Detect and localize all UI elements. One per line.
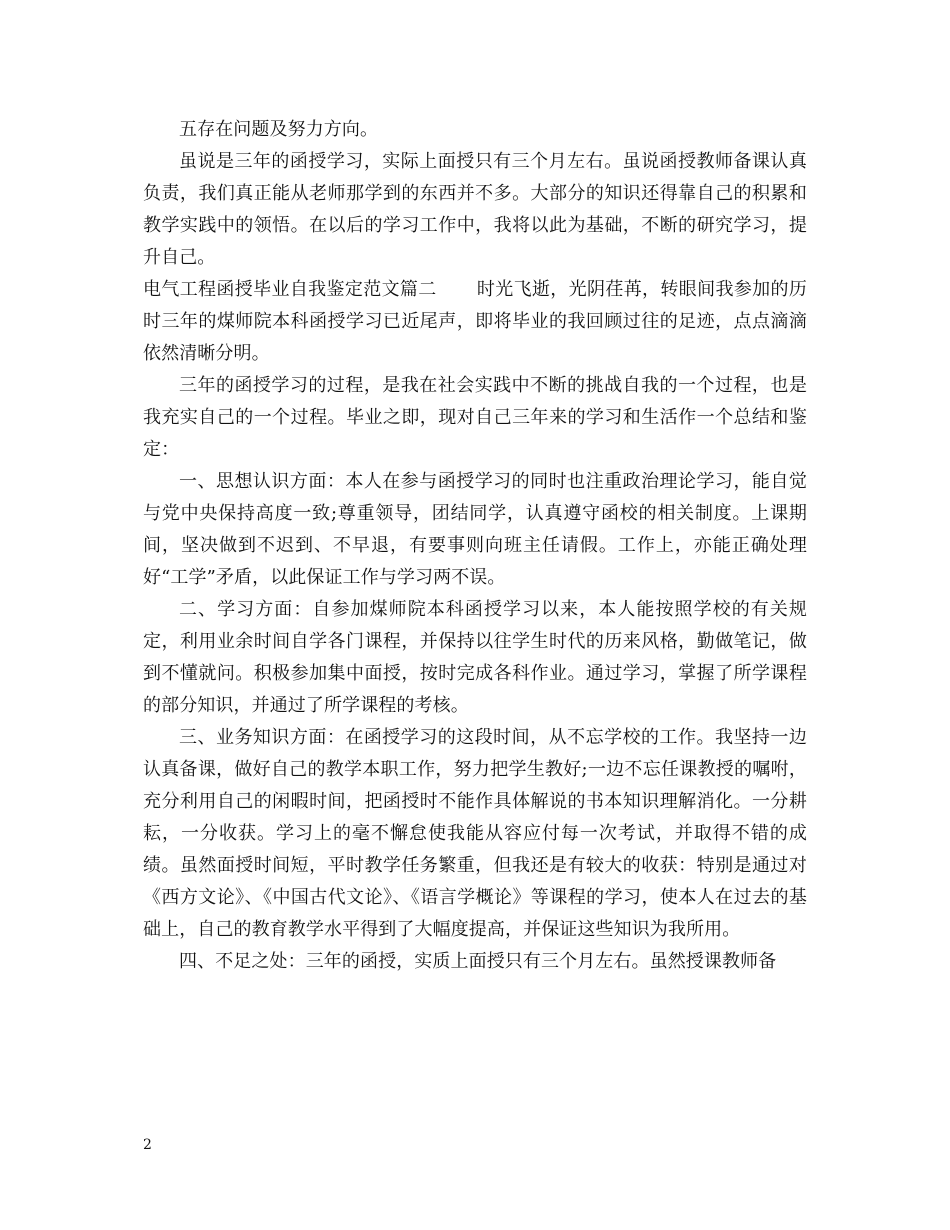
paragraph-article-two-intro xyxy=(143,274,807,370)
paragraph-professional-knowledge: 三、业务知识方面：在函授学习的这段时间，从不忘学校的工作。我坚持一边认真备课，做好自己的教学本职工作，努力把学生教好;一边不忘任课教授的嘱咐，充分利用自己的闲暇时间，把函授时不能作具体解说的书本知识理解消化。一分耕耘，一分收获。学习上的毫不懈怠使我能从容应付每一次考试，并取得不错的成绩。虽然面授时间短，平时教学任务繁重，但我还是有较大的收获：特别是通过对《西方文论》、《中国古代文论》、《语言学概论》等课程的学习，使本人在过去的基础上，自己的教育教学水平得到了大幅度提高，并保证这些知识为我所用。 xyxy=(143,727,807,940)
paragraph-summary-intro: 三年的函授学习的过程，是我在社会实践中不断的挑战自我的一个过程，也是我充实自己的一个过程。毕业之即，现对自己三年来的学习和生活作一个总结和鉴定： xyxy=(143,375,807,460)
page-number: 2 xyxy=(143,1137,152,1153)
article-title: 电气工程函授毕业自我鉴定范文篇二 xyxy=(143,279,437,300)
paragraph-problems-heading: 五存在问题及努力方向。 xyxy=(179,119,379,140)
article-intro-text: 时光飞逝，光阴荏苒，转眼间我参加的历时三年的煤师院本科函授学习已近尾声，即将毕业的我回顾过往的足迹，点点滴滴依然清晰分明。 xyxy=(143,279,807,364)
paragraph-learning: 二、学习方面：自参加煤师院本科函授学习以来，本人能按照学校的有关规定，利用业余时间自学各门课程，并保持以往学生时代的历来风格，勤做笔记，做到不懂就问。积极参加集中面授，按时完成各科作业。通过学习，掌握了所学课程的部分知识，并通过了所学课程的考核。 xyxy=(143,599,807,716)
document-body xyxy=(143,114,807,978)
paragraph-ideology: 一、思想认识方面：本人在参与函授学习的同时也注重政治理论学习，能自觉与党中央保持高度一致;尊重领导，团结同学，认真遵守函校的相关制度。上课期间，坚决做到不迟到、不早退，有要事则向班主任请假。工作上，亦能正确处理好“工学”矛盾，以此保证工作与学习两不误。 xyxy=(143,471,807,588)
paragraph-shortcomings: 四、不足之处：三年的函授，实质上面授只有三个月左右。虽然授课教师备 xyxy=(179,951,777,972)
paragraph-study-reflection: 虽说是三年的函授学习，实际上面授只有三个月左右。虽说函授教师备课认真负责，我们真正能从老师那学到的东西并不多。大部分的知识还得靠自己的积累和教学实践中的领悟。在以后的学习工作中，我将以此为基础，不断的研究学习，提升自己。 xyxy=(143,151,807,268)
